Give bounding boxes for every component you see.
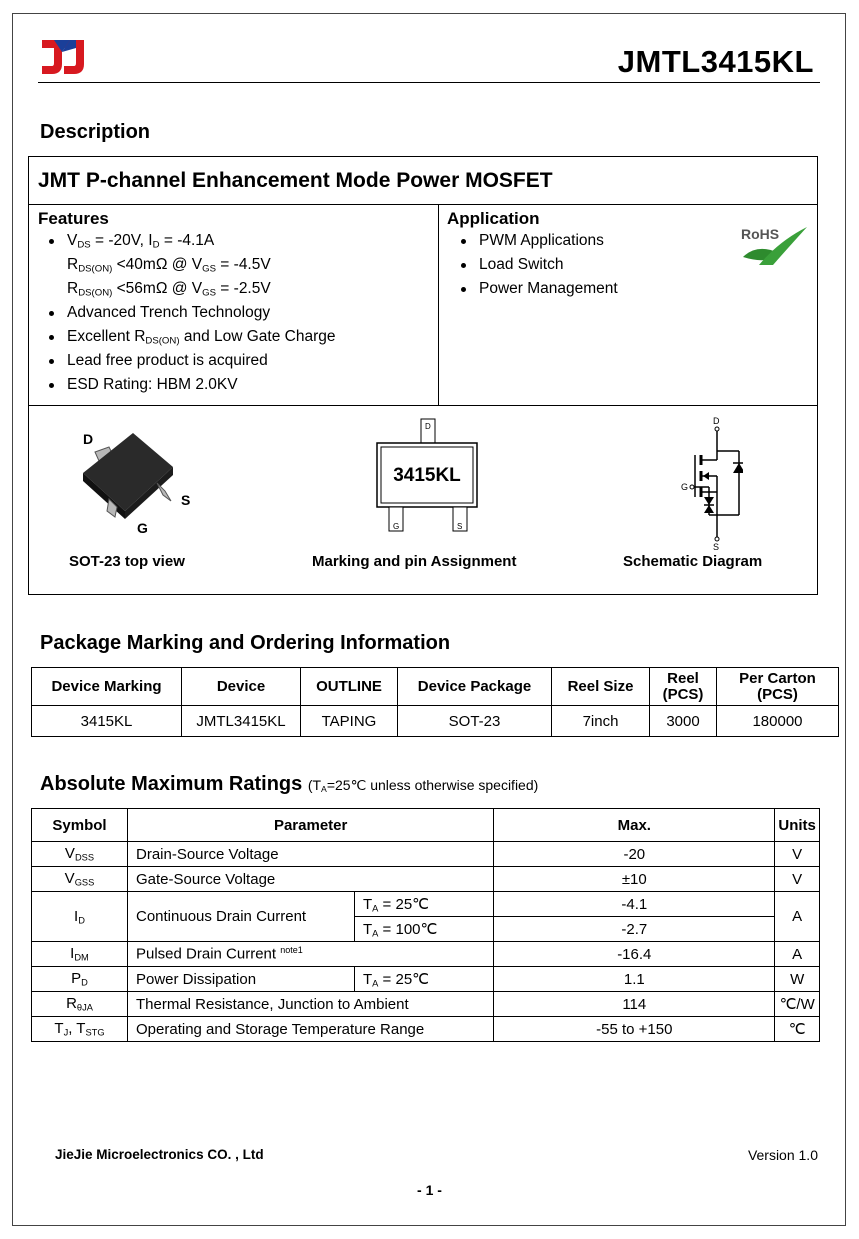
max-cell: -4.1 bbox=[494, 892, 775, 917]
cond-cell: $T_A$ = 25℃ bbox=[355, 967, 494, 992]
table-row bbox=[32, 842, 820, 867]
max-cell: -2.7 bbox=[494, 917, 775, 942]
feature-leadfree: Lead free product is acquired bbox=[35, 349, 335, 373]
symbol-cell: $V_{GSS}$ bbox=[32, 867, 128, 892]
cond-cell: $T_A$ = 100℃ bbox=[355, 917, 494, 942]
unit-cell: W bbox=[775, 967, 820, 992]
svg-text:G: G bbox=[393, 522, 400, 531]
application-label: Application bbox=[447, 209, 540, 228]
marking-caption: Marking and pin Assignment bbox=[312, 553, 517, 570]
application-list bbox=[447, 229, 618, 301]
ordering-table bbox=[31, 667, 839, 737]
table-cell: 3000 bbox=[650, 706, 717, 737]
unit-cell: ℃/W bbox=[775, 992, 820, 1017]
col-header-symbol: Symbol bbox=[32, 809, 128, 842]
col-header-units: Units bbox=[775, 809, 820, 842]
footer-version: Version 1.0 bbox=[747, 1147, 818, 1163]
col-header: Reel Size bbox=[552, 668, 650, 706]
unit-cell: A bbox=[775, 892, 820, 942]
table-row bbox=[32, 867, 820, 892]
unit-cell: V bbox=[775, 867, 820, 892]
application-item: PWM Applications bbox=[447, 229, 618, 253]
max-cell: -55 to +150 bbox=[494, 1017, 775, 1042]
param-cell: Gate-Source Voltage bbox=[128, 867, 494, 892]
param-cell: Pulsed Drain Current $^{note1}$ bbox=[128, 942, 494, 967]
table-header-row bbox=[32, 809, 820, 842]
sot23-caption: SOT-23 top view bbox=[69, 553, 185, 570]
svg-text:D: D bbox=[713, 416, 720, 426]
table-cell: JMTL3415KL bbox=[182, 706, 301, 737]
ratings-table bbox=[31, 808, 820, 1042]
ratings-heading: Absolute Maximum Ratings ($T_A=25℃$ unless otherwise specified) bbox=[40, 773, 539, 795]
param-cell: Continuous Drain Current bbox=[128, 892, 355, 942]
description-banner bbox=[29, 157, 817, 205]
rohs-logo-icon bbox=[739, 221, 809, 267]
page-number: - 1 - bbox=[417, 1182, 442, 1198]
svg-text:S: S bbox=[181, 492, 191, 508]
svg-text:RoHS: RoHS bbox=[741, 226, 780, 242]
table-cell: 180000 bbox=[717, 706, 839, 737]
feature-rds2: $R_{DS(ON)} <56m\Omega$ @ $V_{GS} = -2.5V$ bbox=[67, 280, 271, 299]
param-cell: Thermal Resistance, Junction to Ambient bbox=[128, 992, 494, 1017]
symbol-cell: $P_D$ bbox=[32, 967, 128, 992]
symbol-cell: $V_{DSS}$ bbox=[32, 842, 128, 867]
application-panel bbox=[439, 205, 817, 406]
svg-text:S: S bbox=[457, 522, 463, 531]
max-cell: -16.4 bbox=[494, 942, 775, 967]
table-cell: TAPING bbox=[301, 706, 398, 737]
table-row bbox=[32, 1017, 820, 1042]
feature-rds1: $R_{DS(ON)} <40m\Omega$ @ $V_{GS} = -4.5V$ bbox=[67, 256, 271, 275]
description-box bbox=[28, 156, 818, 595]
svg-text:S: S bbox=[713, 542, 720, 551]
table-header-row bbox=[32, 668, 839, 706]
features-panel bbox=[29, 205, 439, 406]
features-list bbox=[35, 229, 335, 397]
jj-logo bbox=[40, 38, 86, 76]
schematic-diagram bbox=[649, 415, 743, 551]
max-cell: 114 bbox=[494, 992, 775, 1017]
table-cell: 3415KL bbox=[32, 706, 182, 737]
features-label: Features bbox=[38, 209, 109, 228]
description-heading: Description bbox=[40, 121, 151, 143]
sot23-package-icon bbox=[73, 425, 198, 535]
max-cell: 1.1 bbox=[494, 967, 775, 992]
feature-vds-id: $V_{DS} = -20V$, $I_D = -4.1A$ bbox=[35, 229, 335, 253]
max-cell: ±10 bbox=[494, 867, 775, 892]
marking-diagram bbox=[375, 417, 481, 535]
table-row bbox=[32, 706, 839, 737]
unit-cell: ℃ bbox=[775, 1017, 820, 1042]
symbol-cell: $R_{\theta JA}$ bbox=[32, 992, 128, 1017]
col-header-carton: Per Carton (PCS) bbox=[717, 668, 839, 706]
application-item: Load Switch bbox=[447, 253, 618, 277]
schematic-caption: Schematic Diagram bbox=[623, 553, 763, 570]
table-row bbox=[32, 992, 820, 1017]
col-header: Device Package bbox=[398, 668, 552, 706]
part-number-title: JMTL3415KL bbox=[617, 44, 814, 79]
svg-text:G: G bbox=[681, 482, 689, 492]
title-rule bbox=[38, 82, 820, 83]
cond-cell: $T_A$ = 25℃ bbox=[355, 892, 494, 917]
svg-text:D: D bbox=[425, 422, 431, 431]
col-header: Device bbox=[182, 668, 301, 706]
unit-cell: V bbox=[775, 842, 820, 867]
col-header: Device Marking bbox=[32, 668, 182, 706]
max-cell: -20 bbox=[494, 842, 775, 867]
table-row bbox=[32, 942, 820, 967]
symbol-cell: $T_J$, $T_{STG}$ bbox=[32, 1017, 128, 1042]
table-cell: SOT-23 bbox=[398, 706, 552, 737]
table-row bbox=[32, 892, 820, 917]
unit-cell: A bbox=[775, 942, 820, 967]
feature-excellent: Excellent $R_{DS(ON)}$ and Low Gate Charge bbox=[35, 325, 335, 349]
param-cell: Operating and Storage Temperature Range bbox=[128, 1017, 494, 1042]
col-header-max: Max. bbox=[494, 809, 775, 842]
ordering-heading: Package Marking and Ordering Information bbox=[40, 632, 451, 654]
feature-esd: ESD Rating: HBM 2.0KV bbox=[35, 373, 335, 397]
symbol-cell: $I_{DM}$ bbox=[32, 942, 128, 967]
feature-trench: Advanced Trench Technology bbox=[35, 301, 335, 325]
param-cell: Drain-Source Voltage bbox=[128, 842, 494, 867]
table-cell: 7inch bbox=[552, 706, 650, 737]
application-item: Power Management bbox=[447, 277, 618, 301]
banner-text: JMT P-channel Enhancement Mode Power MOSFET bbox=[38, 169, 553, 192]
svg-text:G: G bbox=[137, 520, 148, 535]
ratings-note: ($T_A=25℃$ unless otherwise specified) bbox=[307, 777, 539, 795]
table-row bbox=[32, 967, 820, 992]
svg-text:D: D bbox=[83, 431, 94, 447]
svg-text:3415KL: 3415KL bbox=[393, 465, 461, 486]
col-header-reel: Reel (PCS) bbox=[650, 668, 717, 706]
symbol-cell: $I_D$ bbox=[32, 892, 128, 942]
param-cell: Power Dissipation bbox=[128, 967, 355, 992]
col-header: OUTLINE bbox=[301, 668, 398, 706]
footer-company: JieJie Microelectronics CO. , Ltd bbox=[55, 1147, 264, 1162]
col-header-parameter: Parameter bbox=[128, 809, 494, 842]
